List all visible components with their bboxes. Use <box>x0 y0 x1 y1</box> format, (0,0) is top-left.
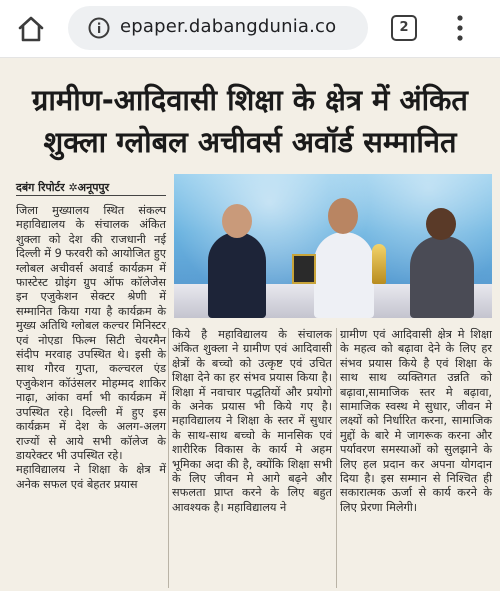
byline-container <box>16 176 166 194</box>
trophy <box>372 244 386 284</box>
award-plaque <box>292 254 316 284</box>
award-ceremony-photo <box>174 174 492 318</box>
byline: दबंग रिपोर्टर ✲अनूपपुर <box>16 181 110 194</box>
column-divider <box>336 328 337 588</box>
url-text: epaper.dabangdunia.co <box>120 16 337 37</box>
person-center <box>314 232 374 318</box>
article-column-3: ग्रामीण एवं आदिवासी क्षेत्र मे शिक्षा के महत्व को बढ़ावा देने के लिए हर संभव प्रयास किये है एवं शिक्षा के साथ साथ व्यक्तिगत उन्नति को बढ़ावा,सामाजिक स्तर मे बढ़ावा, सामाजिक स्वस्थ मे सुधार, जीवन मे लक्ष्यों को निर्धारित करना, सामाजिक मुद्दों के बारे मे जागरूक करना और पर्यावरण समस्याओं को सुलझाने के लिए हल प्रदान कर अपना योगदान दिया है। इस सम्मान से निश्चित ही सकारात्मक ऊर्जा से कार्य करने के लिए प्रेरणा मिलेगी। <box>340 328 492 514</box>
info-icon[interactable] <box>88 17 110 39</box>
byline-divider <box>16 195 166 196</box>
article-column-1: जिला मुख्यालय स्थित संकल्प महाविद्यालय के संचालक अंकित शुक्ला को देश की राजधानी नई दिल्ली में 9 फरवरी को आयोजित हुए ग्लोबल अचीवर्स अवार्ड कार्यक्रम में फास्टेस्ट ग्रोइंग ग्रुप ऑफ कॉलेजेस इन एजुकेशन सेक्टर श्रेणी में सम्मानित किया गया है कार्यक्रम के मुख्य अतिथि ग्लोबल कल्चर मिनिस्टर एवं नोएडा फिल्म सिटी चेयरमैन संदीप मरवाह उपस्थित थे। इसी के साथ गौरव गुप्ता, कल्चरल एंड एजुकेशन कॉउंसलर मोहम्मद शाकिर नाढ़ा, आंका वर्मा भी कार्यक्रम में उपस्थित रहे। दिल्ली में हुए इस कार्यक्रम में देश के अलग-अलग राज्यों से आये सभी कॉलेज के डायरेक्टर भी उपस्थित रहे। महाविद्यालय ने शिक्षा के क्षेत्र में अनेक सफल एवं बेहतर प्रयास <box>16 204 166 491</box>
person-right <box>410 236 474 318</box>
browser-toolbar <box>0 0 500 58</box>
menu-icon[interactable] <box>452 12 468 44</box>
home-icon[interactable] <box>16 14 46 44</box>
article-column-2: किये है महाविद्यालय के संचालक अंकित शुक्ला ने ग्रामीण एवं आदिवासी क्षेत्रों के बच्चो को उत्कृष्ट एवं उचित शिक्षा देने का हर संभव प्रयास किया है। शिक्षा में नवाचार पद्धतियों और प्रयोगो के अनेक प्रयास भी किये गए है। महाविद्यालय ने शिक्षा के स्तर में सुधार के साथ-साथ बच्चो के मानसिक एवं शारीरिक विकास के कार्य मे अहम भूमिका अदा की है, क्योंकि शिक्षा सभी के लिए जीवन मे आगे बढ़ने और सफलता प्राप्त करने के लिए बहुत आवश्यक है। महाविद्यालय ने <box>172 328 332 514</box>
epaper-clipping <box>0 58 500 591</box>
tab-switcher-button[interactable]: 2 <box>391 15 417 41</box>
address-bar[interactable] <box>68 6 368 50</box>
headline-line-1: ग्रामीण-आदिवासी शिक्षा के क्षेत्र में अंकित <box>32 83 468 117</box>
person-right-head <box>426 208 456 240</box>
person-center-head <box>328 198 358 234</box>
headline-line-2: शुक्ला ग्लोबल अचीवर्स अवॉर्ड सम्मानित <box>43 125 457 159</box>
person-left-head <box>222 204 252 238</box>
column-divider <box>168 328 169 588</box>
person-left <box>208 232 266 318</box>
